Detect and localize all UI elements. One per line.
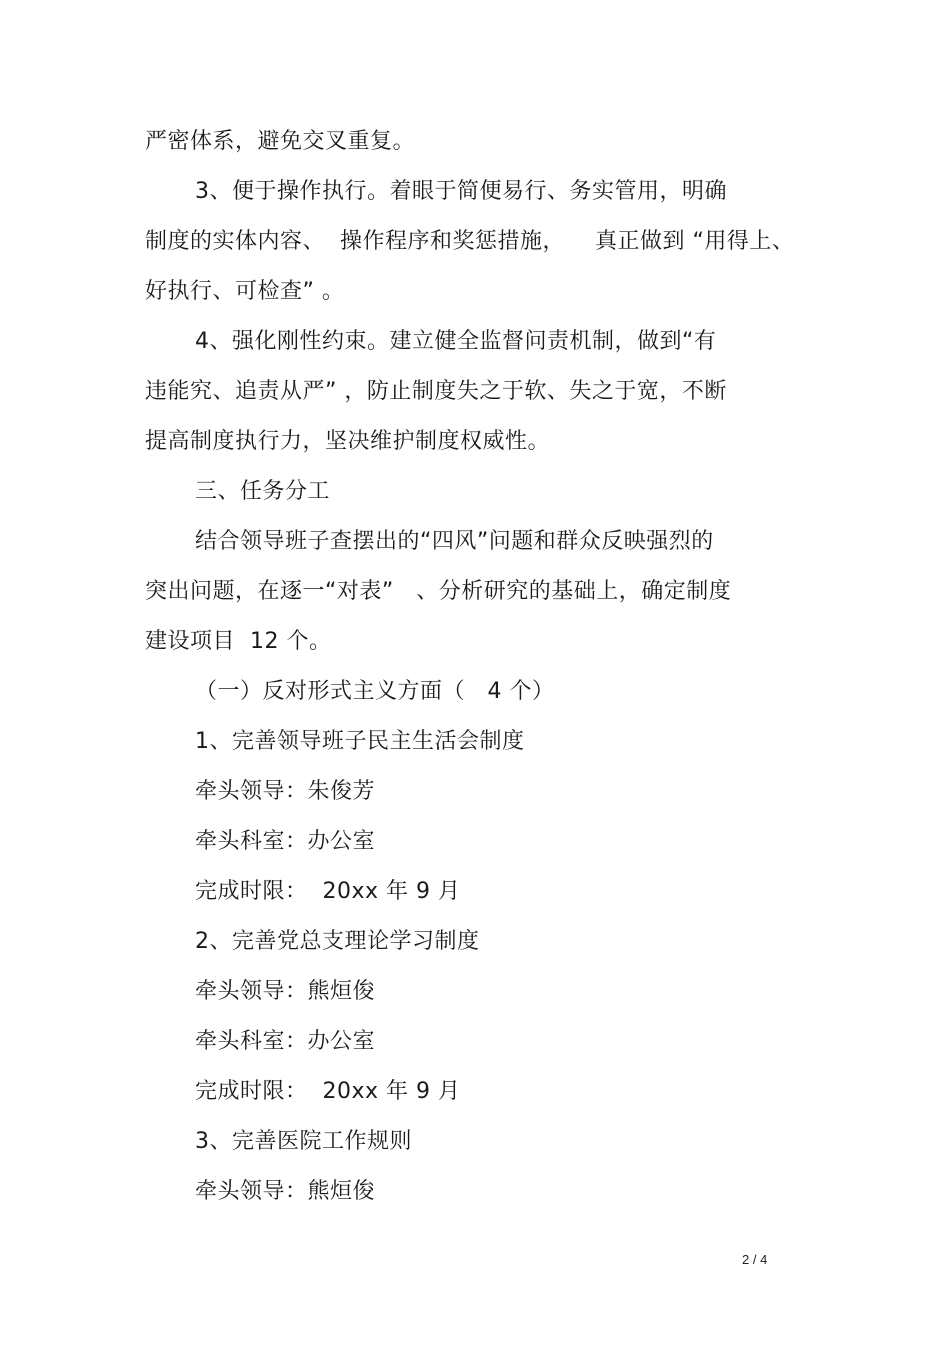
item-detail: 牵头领导：朱俊芳 — [195, 779, 376, 804]
item-title: 1、完善领导班子民主生活会制度 — [195, 729, 525, 754]
item-detail: 完成时限： 20xx 年 9 月 — [195, 1079, 461, 1104]
paragraph-line: 好执行、可检查” 。 — [145, 279, 345, 304]
item-title: 3、完善医院工作规则 — [195, 1129, 412, 1154]
item-detail: 牵头科室：办公室 — [195, 829, 376, 854]
paragraph-line: 违能究、追责从严” ，防止制度失之于软、失之于宽，不断 — [145, 379, 727, 404]
item-detail: 牵头科室：办公室 — [195, 1029, 376, 1054]
page-number: 2 / 4 — [742, 1252, 768, 1267]
paragraph-line: 3、便于操作执行。着眼于简便易行、务实管用，明确 — [195, 179, 727, 204]
paragraph-line: 4、强化刚性约束。建立健全监督问责机制，做到“有 — [195, 329, 717, 354]
item-title: 2、完善党总支理论学习制度 — [195, 929, 480, 954]
item-detail: 牵头领导：熊烜俊 — [195, 979, 376, 1004]
paragraph-line: 结合领导班子查摆出的“四风”问题和群众反映强烈的 — [195, 529, 714, 554]
section-heading: 三、任务分工 — [195, 479, 331, 504]
subsection-heading: （一）反对形式主义方面（ 4 个） — [195, 679, 555, 704]
paragraph-line: 突出问题，在逐一“对表” 、分析研究的基础上，确定制度 — [145, 579, 732, 604]
paragraph-line: 提高制度执行力，坚决维护制度权威性。 — [145, 429, 551, 454]
item-detail: 牵头领导：熊烜俊 — [195, 1179, 376, 1204]
item-detail: 完成时限： 20xx 年 9 月 — [195, 879, 461, 904]
paragraph-line: 严密体系，避免交叉重复。 — [145, 129, 416, 154]
paragraph-line: 制度的实体内容、 操作程序和奖惩措施， 真正做到 “用得上、 — [145, 229, 795, 254]
paragraph-line: 建设项目 12 个。 — [145, 629, 332, 654]
